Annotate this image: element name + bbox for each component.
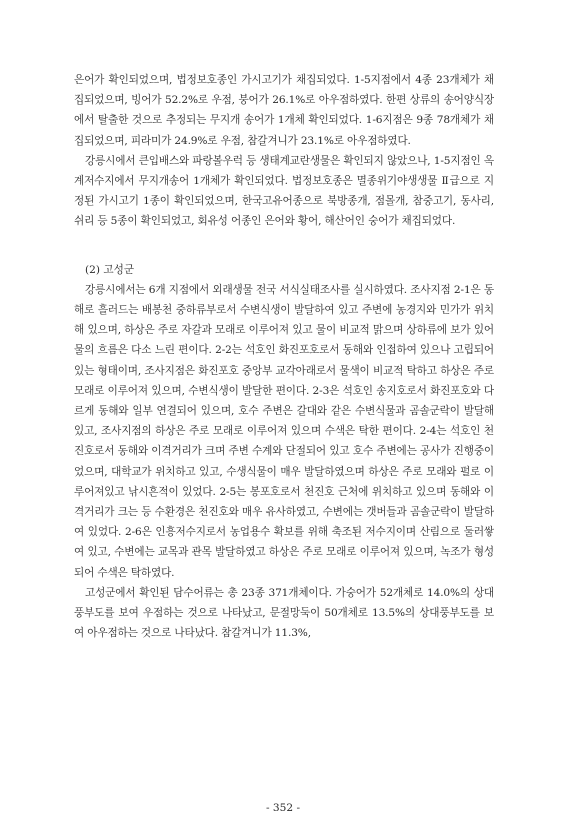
paragraph-survey-sites: 강릉시에서는 6개 지점에서 외래생물 전국 서식실태조사를 실시하였다. 조사지점 2-1은 동해로 흘러드는 배봉천 중하류부로서 수변식생이 발달하여 있고 주변에 농경지와 민가가 위치해 있으며, 하상은 주로 자갈과 모래로 이루어져 있고 물이 비교적 맑으며 상하류에 보가 있어 물의 흐름은 다소 느린 편이다. 2-2는 석호인 화진포호로서 동해와 인접하여 있으나 고립되어 있는 형태이며, 조사지점은 화진포호 중앙부 교각아래로서 물색이 비교적 탁하고 하상은 주로 모래로 이루어져 있으며, 수변식생이 발달한 편이다. 2-3은 석호인 송지호로서 화진포호와 다르게 동해와 일부 연결되어 있으며, 호수 주변은 갈대와 같은 수변식물과 곰솔군락이 발달해있고, 조사지점의 하상은 주로 모래로 이루어져 있으며 수색은 탁한 편이다. 2-4는 석호인 천진호로서 동해와 이격거리가 크며 주변 수계와 단절되어 있고 호수 주변에는 공사가 진행중이었으며, 대학교가 위치하고 있고, 수생식물이 매우 발달하였으며 하상은 주로 모래와 펄로 이루어져있고 낚시흔적이 있었다. 2-5는 봉포호로서 천진호 근처에 위치하고 있으며 동해와 이격거리가 크는 등 수환경은 천진호와 매우 유사하였고, 수변에는 갯버들과 곰솔군락이 발달하여 있었다. 2-6은 인흥저수지로서 농업용수 확보를 위해 축조된 저수지이며 산림으로 둘러쌓여 있고, 수변에는 교목과 관목 발달하였고 하상은 주로 모래로 이루어져 있으며, 녹조가 형성되어 수색은 탁하였다. xyxy=(74,283,494,579)
paragraph-fish-results: 고성군에서 확인된 담수어류는 총 23종 371개체이다. 가숭어가 52개체로 14.0%의 상대풍부도를 보여 우점하는 것으로 나타났고, 문절망둑이 50개체로 13.5%의 상대풍부도를 보여 아우점하는 것으로 나타났다. 참갈겨니가 11.3%, xyxy=(74,586,494,640)
document-page xyxy=(74,70,494,643)
section-heading: (2) 고성군 xyxy=(85,263,135,276)
section-gap xyxy=(74,232,494,260)
paragraph-invasive-species-summary: 강릉시에서 큰입배스와 파랑볼우럭 등 생태계교란생물은 확인되지 않았으나, 1-5지점인 옥계저수지에서 무지개송어 1개체가 확인되었다. 법정보호종은 멸종위기야생생물 Ⅱ급으로 지정된 가시고기 1종이 확인되었으며, 한국고유어종으로 북방종개, 점몰개, 참중고기, 동사리, 쉬리 등 5종이 확인되었고, 회유성 어종인 은어와 황어, 해산어인 숭어가 채집되었다. xyxy=(74,154,494,228)
page-number: - 352 - xyxy=(265,802,301,814)
paragraph-continuation: 은어가 확인되었으며, 법정보호종인 가시고기가 채집되었다. 1-5지점에서 4종 23개체가 채집되었으며, 빙어가 52.2%로 우점, 붕어가 26.1%로 아우점하였다. 한편 상류의 송어양식장에서 탈출한 것으로 추정되는 무지개 송어가 1개체 확인되었다. 1-6지점은 9종 78개체가 채집되었으며, 피라미가 24.9%로 우점, 참갈겨니가 23.1%로 아우점하였다. xyxy=(74,74,494,147)
